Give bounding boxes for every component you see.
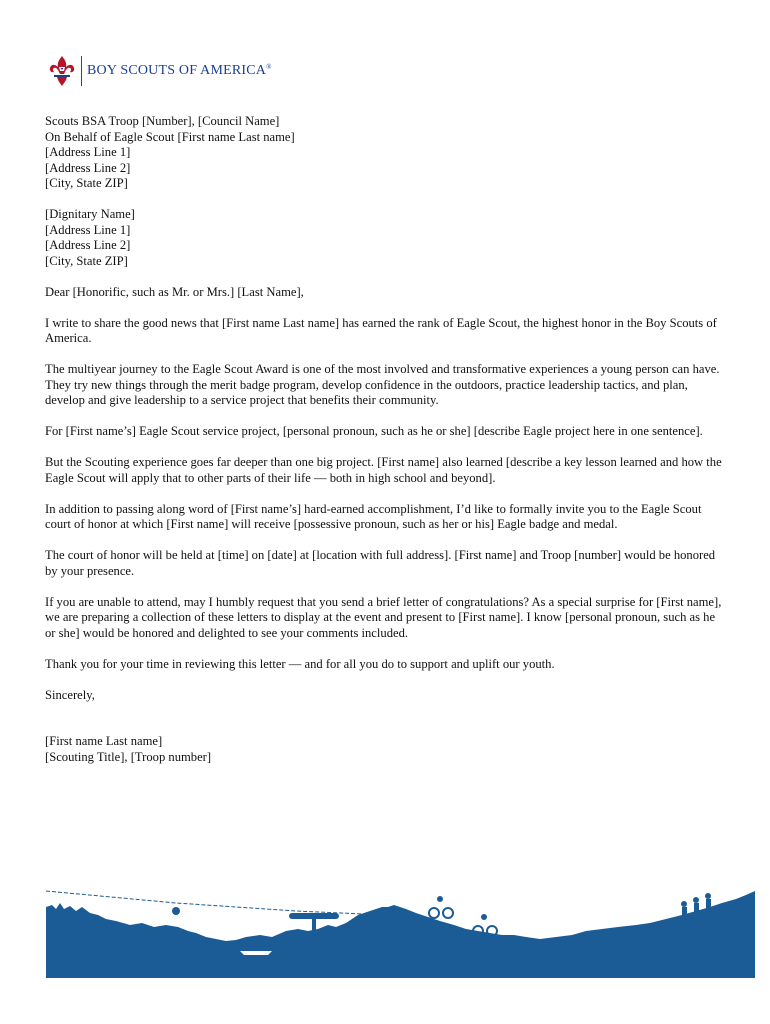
canoe-icon xyxy=(289,913,339,919)
sender-address-1: [Address Line 1] xyxy=(45,145,131,159)
registered-mark: ® xyxy=(266,63,272,71)
letter-body xyxy=(45,114,727,781)
recipient-address-2: [Address Line 2] xyxy=(45,238,131,252)
signature-title: [Scouting Title], [Troop number] xyxy=(45,749,212,764)
mountain-landscape xyxy=(46,891,755,978)
recipient-city: [City, State ZIP] xyxy=(45,253,128,268)
sender-city: [City, State ZIP] xyxy=(45,176,128,190)
paragraph-5: In addition to passing along word of [First name’s] hard-earned accomplishment, I’d like to formally invite you to the Eagle Scout court of honor at which [First name] will receive [possessive pronoun, such as her or his] Eagle badge and medal. xyxy=(45,501,702,531)
outdoor-landscape-footer-art xyxy=(46,885,755,978)
zipline-cable xyxy=(46,891,386,915)
paragraph-8: Thank you for your time in reviewing this letter — and for all you do to support and uplift our youth. xyxy=(45,656,555,671)
recipient-name: [Dignitary Name] xyxy=(45,207,135,221)
sender-address-2: [Address Line 2] xyxy=(45,160,131,175)
fleur-de-lis-eagle-icon xyxy=(48,55,76,87)
kayaker-icon xyxy=(240,951,272,955)
bsa-logo xyxy=(48,54,272,88)
sender-line-2: On Behalf of Eagle Scout [First name Last name] xyxy=(45,129,295,144)
sender-address xyxy=(45,114,727,192)
signature-block xyxy=(45,734,727,765)
paragraph-3: For [First name’s] Eagle Scout service project, [personal pronoun, such as he or she] [describe Eagle project here in one sentence]. xyxy=(45,424,703,438)
brand-name: BOY SCOUTS OF AMERICA® xyxy=(87,63,272,78)
paragraph-2: The multiyear journey to the Eagle Scout Award is one of the most involved and transformative experiences a young person can have. They try new things through the merit badge program, develop confidence in the outdoors, practice leadership tactics, and plan, develop and give leadership to a service project that benefits their community. xyxy=(45,362,720,407)
sender-line-1: Scouts BSA Troop [Number], [Council Name] xyxy=(45,114,280,128)
paragraph-7: If you are unable to attend, may I humbly request that you send a brief letter of congratulations? As a special surprise for [First name], we are preparing a collection of these letters to display at the event and present to [First name]. I know [personal pronoun, such as he or she] would be honored and delighted to see your comments included. xyxy=(45,594,722,640)
zipline-rider-icon xyxy=(172,907,180,915)
recipient-address xyxy=(45,207,727,269)
paragraph-1: I write to share the good news that [First name Last name] has earned the rank of Eagle Scout, the highest honor in the Boy Scouts of America. xyxy=(45,315,717,345)
closing: Sincerely, xyxy=(45,687,95,702)
paragraph-4: But the Scouting experience goes far deeper than one big project. [First name] also learned [describe a key lesson learned and how the Eagle Scout will apply that to other parts of their life — both in high school and beyond]. xyxy=(45,455,722,485)
canoe-carrier-icon xyxy=(312,919,316,939)
salutation: Dear [Honorific, such as Mr. or Mrs.] [Last Name], xyxy=(45,284,304,299)
paragraph-6: The court of honor will be held at [time] on [date] at [location with full address]. [First name] and Troop [number] would be honored by your presence. xyxy=(45,548,716,578)
logo-divider xyxy=(81,56,82,86)
signature-name: [First name Last name] xyxy=(45,734,163,748)
recipient-address-1: [Address Line 1] xyxy=(45,222,131,237)
